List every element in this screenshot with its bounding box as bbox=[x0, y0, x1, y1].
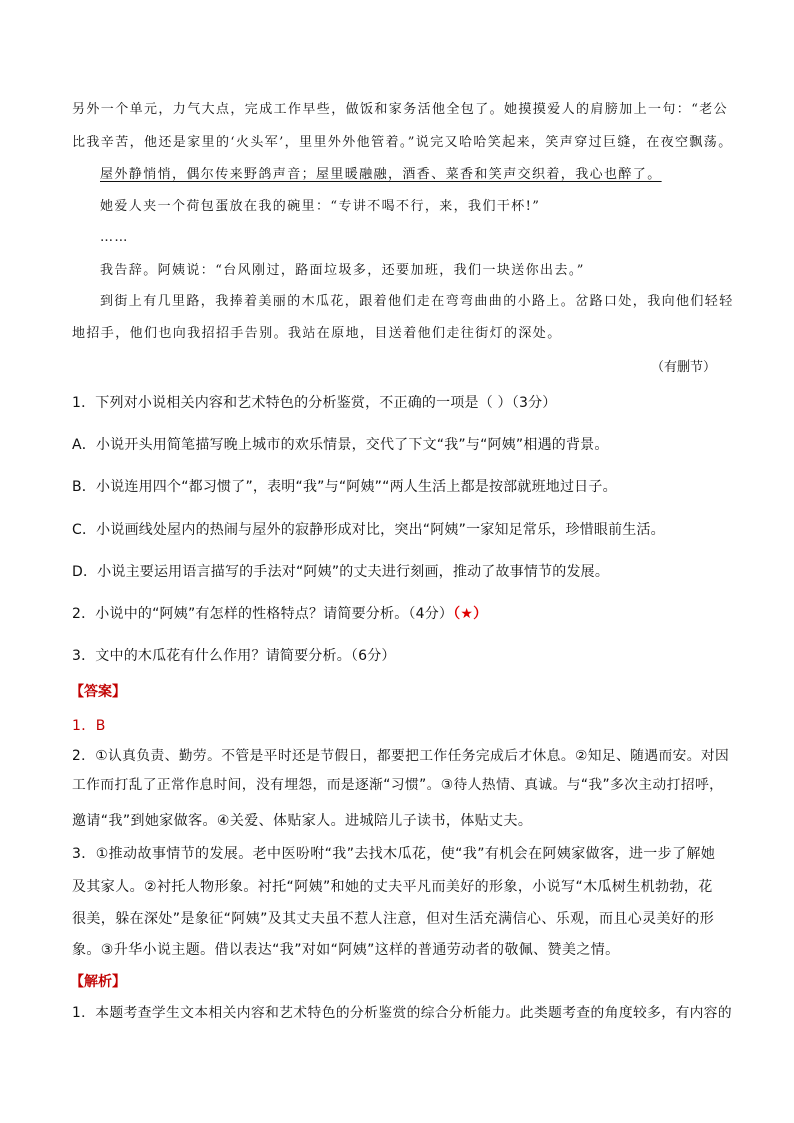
answer-3-line-2: 及其家人。②衬托人物形象。衬托“阿姨”和她的丈夫平凡而美好的形象，小说写“木瓜树生机勃勃，花 bbox=[72, 879, 713, 895]
story-paragraph-1-line-2: 比我辛苦，他还是家里的‘火头军’，里里外外他管着。”说完又哈哈笑起来，笑声穿过巨缝，在夜空飘荡。 bbox=[72, 135, 733, 150]
story-paragraph-3: 她爱人夹一个荷包蛋放在我的碗里：“专讲不喝不行，来，我们干杯!” bbox=[100, 199, 541, 214]
story-paragraph-6-line-2: 地招手，他们也向我招招手告别。我站在原地，目送着他们走往街灯的深处。 bbox=[72, 326, 562, 341]
difficulty-bracket-open: （ bbox=[453, 606, 461, 622]
story-paragraph-5: 我告辞。阿姨说：“台风刚过，路面垃圾多，还要加班，我们一块送你出去。” bbox=[100, 263, 585, 278]
answer-3-line-1: 3．①推动故事情节的发展。老中医吩咐“我”去找木瓜花，使“我”有机会在阿姨家做客，进一步了解她 bbox=[72, 846, 716, 862]
analysis-heading: 【解析】 bbox=[70, 974, 126, 990]
question-1-stem: 1．下列对小说相关内容和艺术特色的分析鉴赏，不正确的一项是（ ）（3分） bbox=[72, 395, 557, 411]
story-paragraph-1-line-1: 另外一个单元，力气大点，完成工作早些，做饭和家务活他全包了。她摸摸爱人的肩膀加上一句：“老公 bbox=[72, 102, 729, 117]
answer-3-line-4: 象。③升华小说主题。借以表达“我”对如“阿姨”这样的普通劳动者的敬佩、赞美之情。 bbox=[72, 942, 620, 958]
question-2-stem: 2．小说中的“阿姨”有怎样的性格特点？请简要分析。（4分） bbox=[72, 606, 454, 622]
answer-1: 1．B bbox=[72, 718, 106, 734]
answer-2-line-3: 邀请“我”到她家做客。④关爱、体贴家人。进城陪儿子读书，体贴丈夫。 bbox=[72, 813, 533, 829]
question-1-option-c: C．小说画线处屋内的热闹与屋外的寂静形成对比，突出“阿姨”一家知足常乐，珍惜眼前生活。 bbox=[72, 522, 665, 538]
question-3-stem: 3．文中的木瓜花有什么作用？请简要分析。（6分） bbox=[72, 648, 396, 664]
answer-2-line-2: 工作而打乱了正常作息时间，没有埋怨，而是逐渐“习惯”。③待人热情、真诚。与“我”多次主动打招呼， bbox=[72, 777, 724, 793]
difficulty-bracket-close: ） bbox=[473, 606, 488, 622]
answer-heading: 【答案】 bbox=[70, 684, 126, 700]
question-1-option-d: D．小说主要运用语言描写的手法对“阿姨”的丈夫进行刻画，推动了故事情节的发展。 bbox=[72, 564, 610, 580]
underlined-story-paragraph: 屋外静悄悄，偶尔传来野鸽声音；屋里暖融融，酒香、菜香和笑声交织着，我心也醉了。 bbox=[100, 167, 662, 182]
question-2 bbox=[72, 604, 487, 624]
story-ellipsis: …… bbox=[100, 230, 129, 245]
answer-2-line-1: 2．①认真负责、勤劳。不管是平时还是节假日，都要把工作任务完成后才休息。②知足、随遇而安。对因 bbox=[72, 748, 730, 764]
source-note: （有删节） bbox=[650, 360, 716, 375]
question-1-option-b: B．小说连用四个“都习惯了”，表明“我”与“阿姨”“两人生活上都是按部就班地过日子。 bbox=[72, 479, 617, 495]
question-1-option-a: A．小说开头用简笔描写晚上城市的欢乐情景，交代了下文“我”与“阿姨”相遇的背景。 bbox=[72, 437, 609, 453]
analysis-line-1: 1．本题考查学生文本相关内容和艺术特色的分析鉴赏的综合分析能力。此类题考查的角度较多，有内容的 bbox=[72, 1005, 733, 1021]
answer-3-line-3: 很美，躲在深处”是象征“阿姨”及其丈夫虽不惹人注意，但对生活充满信心、乐观，而且心灵美好的形 bbox=[72, 911, 715, 927]
star-icon: ★ bbox=[460, 606, 474, 622]
story-paragraph-6-line-1: 到街上有几里路，我捧着美丽的木瓜花，跟着他们走在弯弯曲曲的小路上。岔路口处，我向他们轻轻 bbox=[100, 294, 734, 309]
